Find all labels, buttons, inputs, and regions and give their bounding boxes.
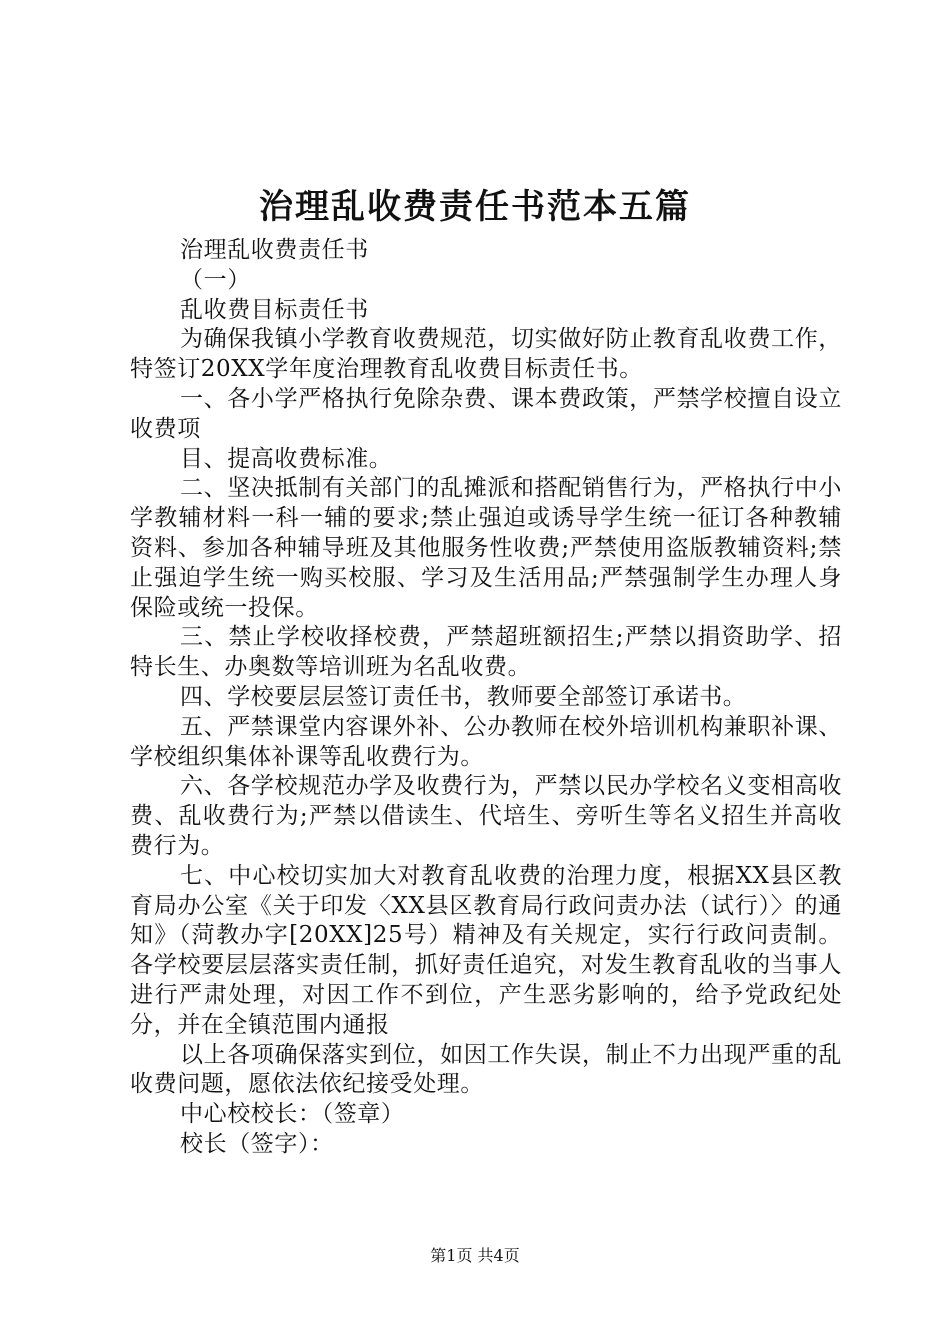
page-footer: 第1页 共4页 [430,1246,520,1265]
paragraph-conclusion: 以上各项确保落实到位，如因工作失误，制止不力出现严重的乱收费问题，愿依法依纪接受处理。 [130,1041,842,1098]
signature-line-principal: 校长（签字）： [180,1130,334,1157]
paragraph-item-6: 六、各学校规范办学及收费行为，严禁以民办学校名义变相高收费、乱收费行为;严禁以借读生、代培生、旁听生等名义招生并高收费行为。 [130,773,842,859]
paragraph-item-2: 二、坚决抵制有关部门的乱摊派和搭配销售行为，严格执行中小学教辅材料一科一辅的要求;禁止强迫或诱导学生统一征订各种教辅资料、参加各种辅导班及其他服务性收费;严禁使用盗版教辅资料;禁止强迫学生统一购买校服、学习及生活用品;严禁强制学生办理人身保险或统一投保。 [130,475,842,621]
paragraph-subtitle: 治理乱收费责任书 [180,237,369,263]
paragraph-item-5: 五、严禁课堂内容课外补、公办教师在校外培训机构兼职补课、学校组织集体补课等乱收费行为。 [130,713,842,770]
paragraph-intro: 为确保我镇小学教育收费规范，切实做好防止教育乱收费工作，特签订20XX学年度治理教育乱收费目标责任书。 [130,326,842,383]
paragraph-item-1: 一、各小学严格执行免除杂费、课本费政策，严禁学校擅自设立收费项 [130,385,842,442]
paragraph-heading: 乱收费目标责任书 [180,296,369,323]
paragraph-item-3: 三、禁止学校收择校费，严禁超班额招生;严禁以捐资助学、招特长生、办奥数等培训班为名乱收费。 [130,624,842,681]
signature-line-central-principal: 中心校校长：（签章） [180,1101,405,1128]
document-title: 治理乱收费责任书范本五篇 [259,187,691,227]
paragraph-item-4: 四、学校要层层签订责任书，教师要全部签订承诺书。 [180,683,747,710]
paragraph-item-1-continued: 目、提高收费标准。 [180,445,393,472]
paragraph-item-7: 七、中心校切实加大对教育乱收费的治理力度，根据XX县区教育局办公室《关于印发〈XX县区教育局行政问责办法（试行）〉的通知》（菏教办字[20XX]25号）精神及有关规定，实行行政问责制。各学校要层层落实责任制，抓好责任追究，对发生教育乱收的当事人进行严肃处理，对因工作不到位，产生恶劣影响的，给予党政纪处分，并在全镇范围内通报 [130,862,842,1038]
paragraph-section-number: （一） [180,266,251,293]
document-body [130,236,842,1160]
